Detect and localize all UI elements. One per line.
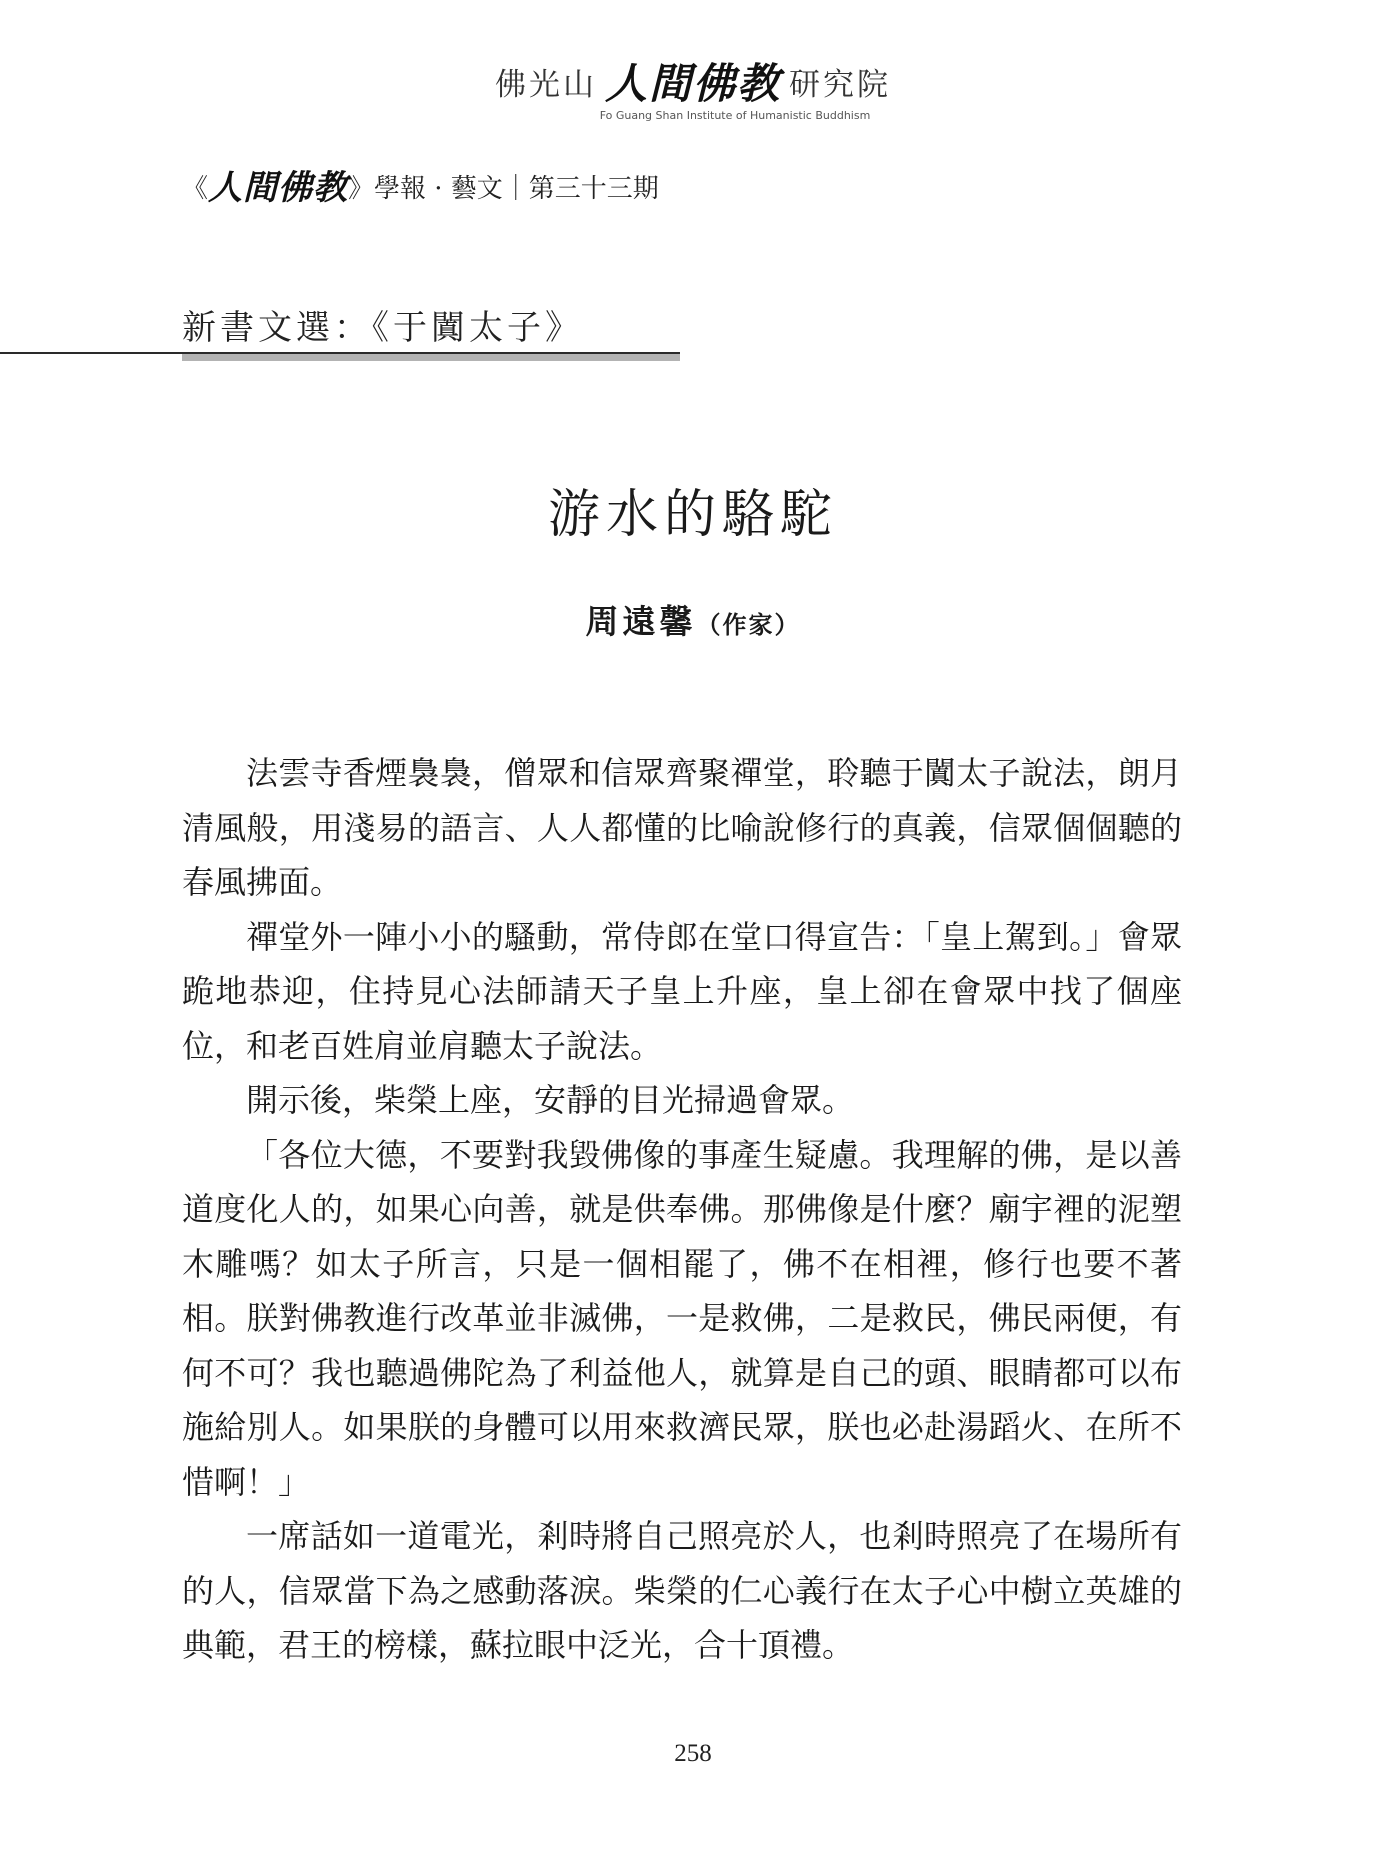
body-paragraph: 法雲寺香煙裊裊，僧眾和信眾齊聚禪堂，聆聽于闐太子說法，朗月清風般，用淺易的語言、人人都懂的比喻說修行的真義，信眾個個聽的春風拂面。 [182,754,1182,901]
author-name: 周遠馨 [585,602,697,641]
institute-brand-logo: 人間佛教 [604,59,781,108]
body-paragraph: 禪堂外一陣小小的騷動，常侍郎在堂口得宣告：「皇上駕到。」會眾跪地恭迎，住持見心法師請天子皇上升座，皇上卻在會眾中找了個座位，和老百姓肩並肩聽太子說法。 [182,917,1182,1065]
institute-suffix: 研究院 [789,67,891,103]
body-paragraph: 「各位大德，不要對我毀佛像的事產生疑慮。我理解的佛，是以善道度化人的，如果心向善，就是供奉佛。那佛像是什麼？廟宇裡的泥塑木雕嗎？如太子所言，只是一個相罷了，佛不在相裡，修行也要不著相。朕對佛教進行改革並非滅佛，一是救佛，二是救民，佛民兩便，有何不可？我也聽過佛陀為了利益他人，就算是自己的頭、眼睛都可以布施給別人。如果朕的身體可以用來救濟民眾，朕也必赴湯蹈火、在所不惜啊！」 [182,1135,1182,1501]
journal-issue-text: 》學報 · 藝文｜第三十三期 [348,174,659,204]
section-underline-bar [182,354,680,361]
institute-english-name: Fo Guang Shan Institute of Humanistic Buddhism [599,109,871,122]
section-title: 新書文選：《于闐太子》 [182,308,583,348]
body-paragraph: 一席話如一道電光，剎時將自己照亮於人，也剎時照亮了在場所有的人，信眾當下為之感動落淚。柴榮的仁心義行在太子心中樹立英雄的典範，君王的榜樣，蘇拉眼中泛光，合十頂禮。 [182,1517,1182,1664]
author-role: （作家） [696,611,801,639]
article-body [182,746,1182,1673]
page-number: 258 [674,1740,712,1767]
institute-name [0,59,1386,108]
institute-prefix: 佛光山 [494,67,597,103]
journal-running-head [182,160,659,209]
article-title: 游水的駱駝 [547,485,838,545]
body-paragraph: 開示後，柴榮上座，安靜的目光掃過會眾。 [246,1081,855,1119]
institute-header [0,59,1386,122]
author-byline [0,596,1386,643]
journal-open-bracket: 《 [182,174,209,204]
journal-brand-logo: 人間佛教 [208,168,349,208]
